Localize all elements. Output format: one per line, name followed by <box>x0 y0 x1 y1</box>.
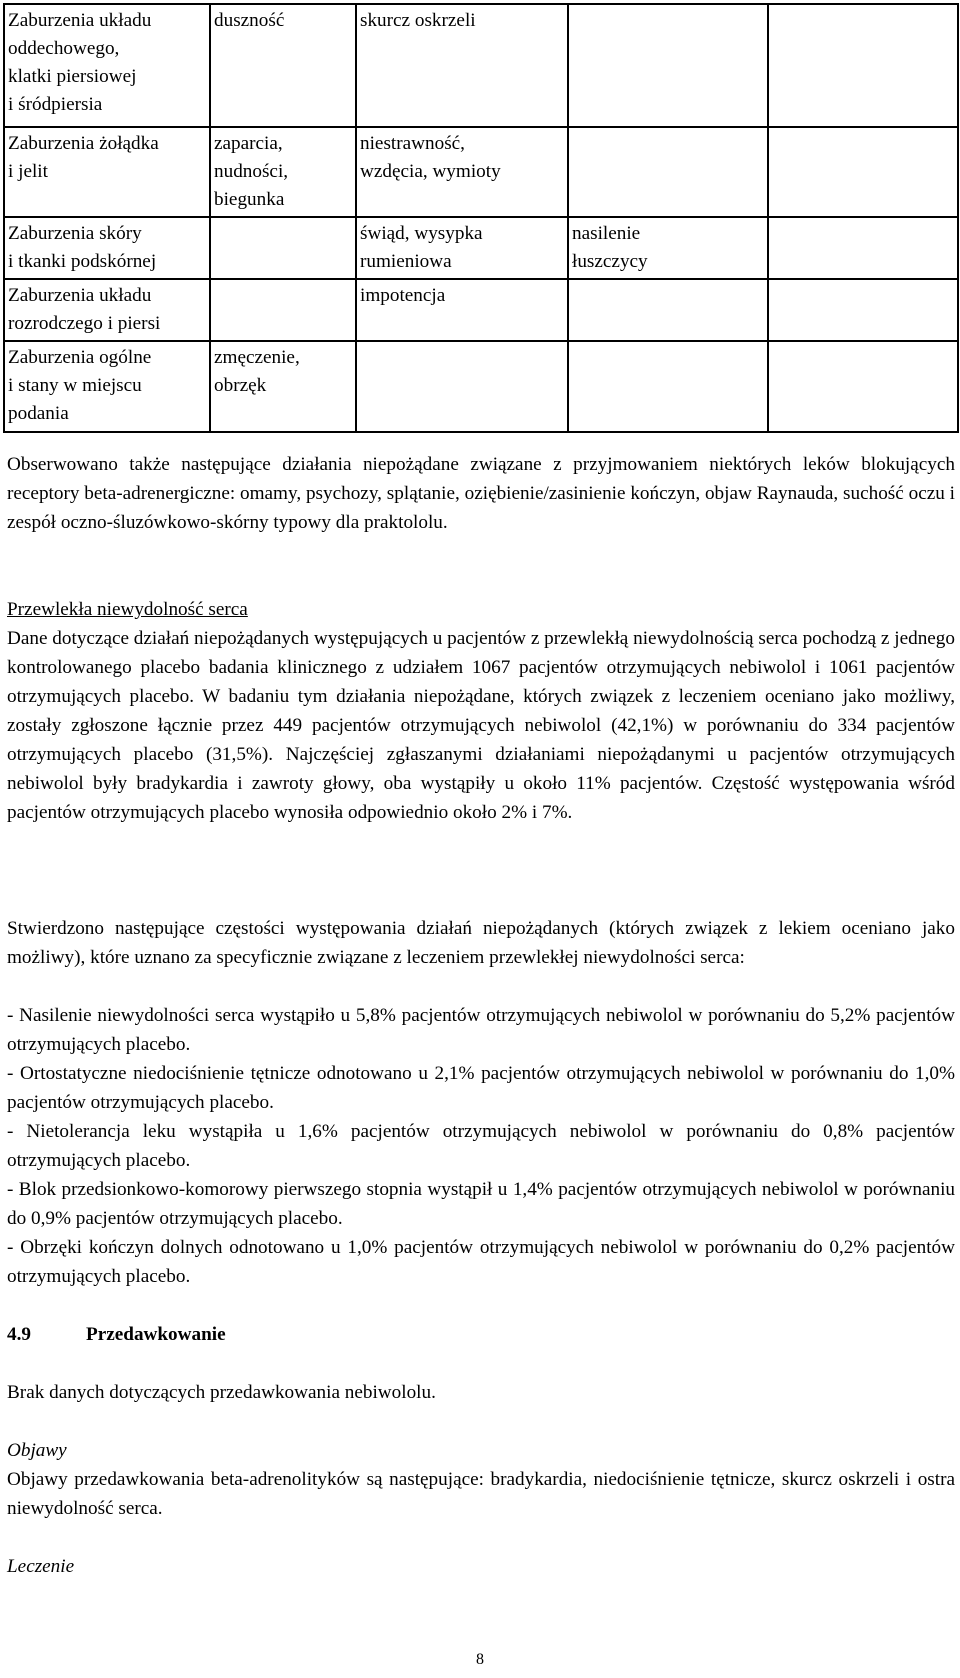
frequency-cell <box>768 217 958 279</box>
frequency-cell: skurcz oskrzeli <box>356 4 568 127</box>
frequency-cell: nasilenie łuszczycy <box>568 217 768 279</box>
organ-class-cell: Zaburzenia układu rozrodczego i piersi <box>4 279 210 341</box>
no-data-paragraph: Brak danych dotyczących przedawkowania nebiwololu. <box>7 1382 436 1403</box>
chf-body-paragraph: Dane dotyczące działań niepożądanych występujących u pacjentów z przewlekłą niewydolnością serca pochodzą z jednego kontrolowanego placebo badania klinicznego z udziałem 1067 pacjentów otrzymujących nebiwolol i 1061 pacjentów otrzymujących placebo. W badaniu tym działania niepożądane, których związek z leczeniem oceniano jako możliwy, zostały zgłoszone łącznie przez 449 pacjentów otrzymujących nebiwolol (42,1%) w porównaniu do 334 pacjentów otrzymujących placebo (31,5%). Najczęściej zgłaszanymi działaniami niepożądanymi u pacjentów otrzymujących nebiwolol były bradykardia i zawroty głowy, oba wystąpiły u około 11% pacjentów. Częstość występowania wśród pacjentów otrzymujących placebo wynosiła odpowiednio około 2% i 7%. <box>7 628 955 823</box>
organ-class-cell: Zaburzenia żołądka i jelit <box>4 127 210 217</box>
organ-class-cell: Zaburzenia układu oddechowego, klatki piersiowej i śródpiersia <box>4 4 210 127</box>
specific-effects-intro: Stwierdzono następujące częstości występowania działań niepożądanych (których związek z lekiem oceniano jako możliwy), które uznano za specyficznie związane z leczeniem przewlekłej niewydolności serca: <box>7 918 955 968</box>
treatment-heading: Leczenie <box>7 1556 75 1577</box>
table-row <box>4 279 958 341</box>
symptoms-heading: Objawy <box>7 1440 67 1461</box>
page-number: 8 <box>476 1651 484 1668</box>
list-item: - Nasilenie niewydolności serca wystąpiło u 5,8% pacjentów otrzymujących nebiwolol w porównaniu do 5,2% pacjentów otrzymujących placebo. <box>7 1005 955 1055</box>
table-row <box>4 127 958 217</box>
frequency-cell: duszność <box>210 4 356 127</box>
frequency-cell <box>568 279 768 341</box>
frequency-cell <box>210 217 356 279</box>
observed-effects-paragraph: Obserwowano także następujące działania niepożądane związane z przyjmowaniem niektórych leków blokujących receptory beta-adrenergiczne: omamy, psychozy, splątanie, oziębienie/zasinienie kończyn, objaw Raynauda, suchość oczu i zespół oczno-śluzówkowo-skórny typowy dla praktololu. <box>7 454 955 533</box>
frequency-cell: świąd, wysypka rumieniowa <box>356 217 568 279</box>
frequency-cell <box>568 341 768 432</box>
section-title: Przedawkowanie <box>86 1324 226 1345</box>
chf-heading: Przewlekła niewydolność serca <box>7 599 248 620</box>
table-row <box>4 341 958 432</box>
frequency-cell <box>768 127 958 217</box>
frequency-cell: niestrawność, wzdęcia, wymioty <box>356 127 568 217</box>
frequency-cell <box>768 4 958 127</box>
frequency-cell <box>568 127 768 217</box>
list-item: - Nietolerancja leku wystąpiła u 1,6% pacjentów otrzymujących nebiwolol w porównaniu do 0,8% pacjentów otrzymujących placebo. <box>7 1121 955 1171</box>
frequency-cell: zaparcia, nudności, biegunka <box>210 127 356 217</box>
frequency-cell <box>568 4 768 127</box>
frequency-cell <box>210 279 356 341</box>
frequency-cell <box>768 279 958 341</box>
symptoms-paragraph: Objawy przedawkowania beta-adrenolityków są następujące: bradykardia, niedociśnienie tętnicze, skurcz oskrzeli i ostra niewydolność serca. <box>7 1469 955 1519</box>
frequency-cell: impotencja <box>356 279 568 341</box>
frequency-cell <box>356 341 568 432</box>
table-row <box>4 217 958 279</box>
list-item: - Blok przedsionkowo-komorowy pierwszego stopnia wystąpił u 1,4% pacjentów otrzymujących nebiwolol w porównaniu do 0,9% pacjentów otrzymujących placebo. <box>7 1179 955 1229</box>
organ-class-cell: Zaburzenia skóry i tkanki podskórnej <box>4 217 210 279</box>
list-item: - Ortostatyczne niedociśnienie tętnicze odnotowano u 2,1% pacjentów otrzymujących nebiwolol w porównaniu do 1,0% pacjentów otrzymujących placebo. <box>7 1063 955 1113</box>
list-item: - Obrzęki kończyn dolnych odnotowano u 1,0% pacjentów otrzymujących nebiwolol w porównaniu do 0,2% pacjentów otrzymujących placebo. <box>7 1237 955 1287</box>
section-heading <box>7 1320 955 1349</box>
section-number: 4.9 <box>7 1324 31 1345</box>
table-row <box>4 4 958 127</box>
frequency-cell: zmęczenie, obrzęk <box>210 341 356 432</box>
frequency-cell <box>768 341 958 432</box>
adverse-effects-table <box>3 3 959 433</box>
organ-class-cell: Zaburzenia ogólne i stany w miejscu podania <box>4 341 210 432</box>
